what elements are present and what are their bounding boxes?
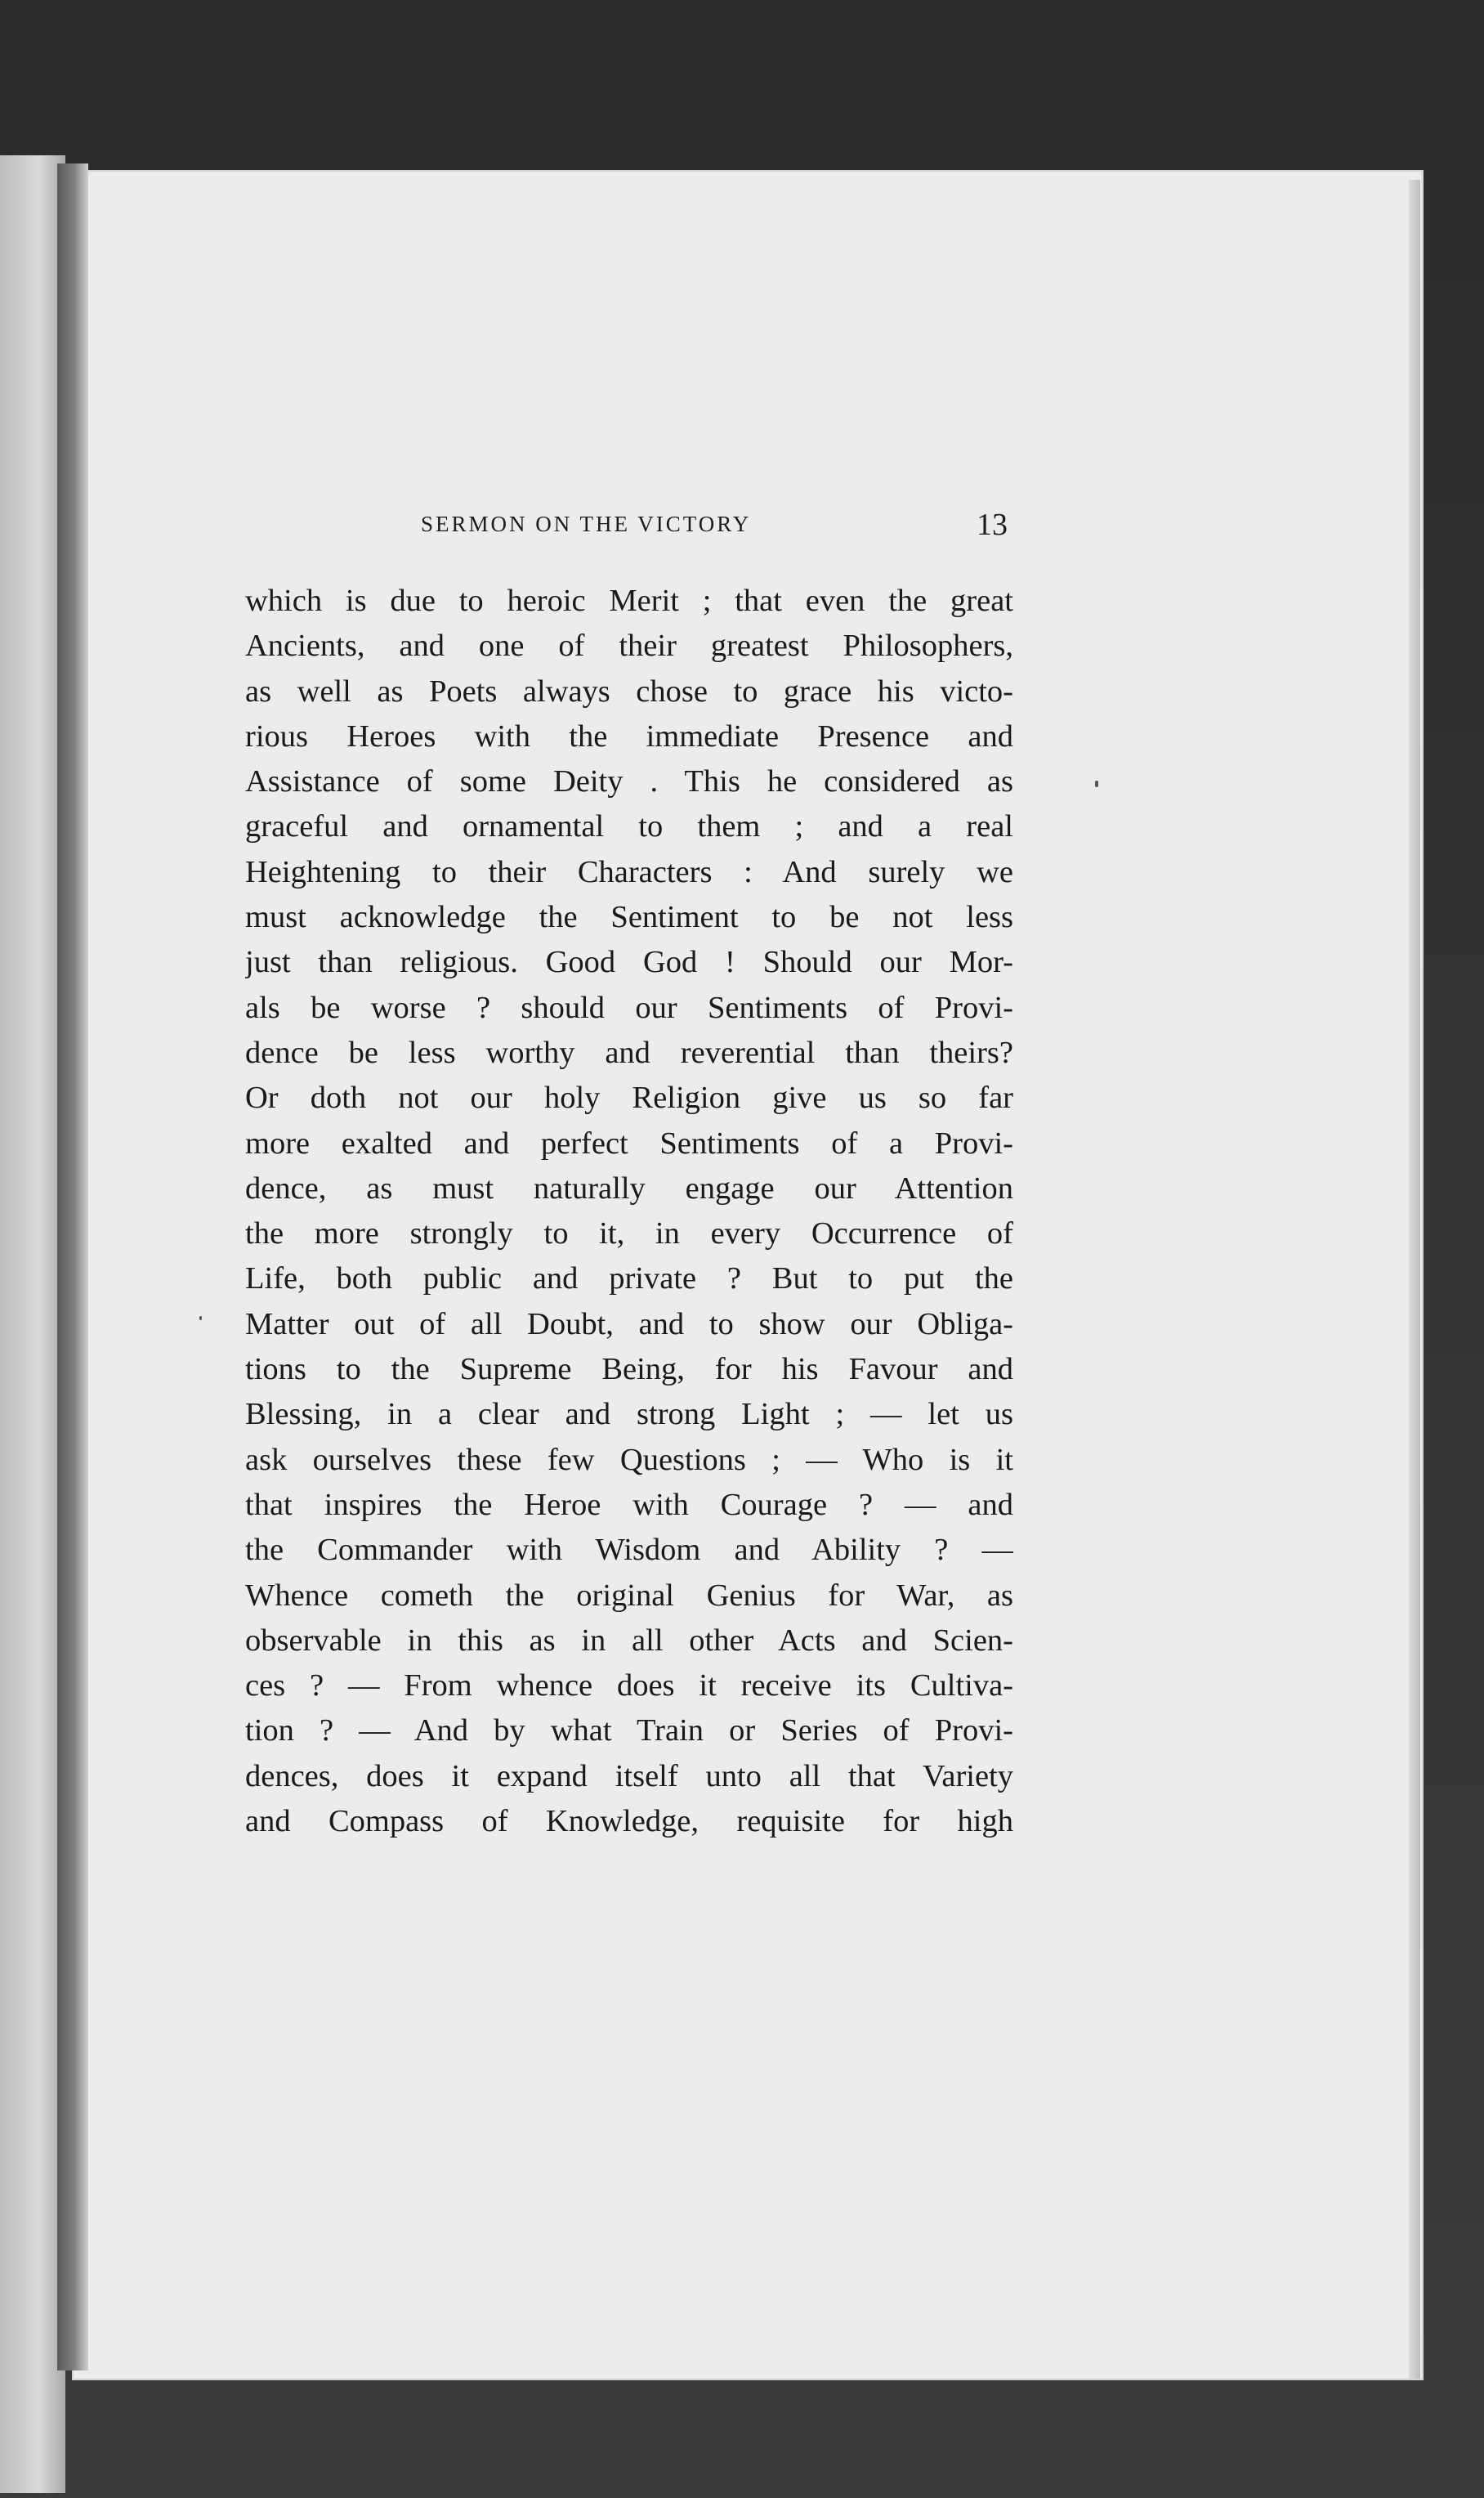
text-line: Or doth not our holy Religion give us so far (245, 1081, 1013, 1116)
text-line: Assistance of some Deity . This he considered as (245, 764, 1013, 799)
text-line: more exalted and perfect Sentiments of a Provi- (245, 1126, 1013, 1161)
text-line: just than religious. Good God ! Should our Mor- (245, 945, 1013, 980)
text-line: must acknowledge the Sentiment to be not less (245, 900, 1013, 935)
text-line: Life, both public and private ? But to put the (245, 1261, 1013, 1296)
text-line: ces ? — From whence does it receive its Cultiva- (245, 1668, 1013, 1703)
text-line: Matter out of all Doubt, and to show our Obliga- (245, 1306, 1013, 1341)
ink-speck (199, 1316, 202, 1320)
text-line: rious Heroes with the immediate Presence and (245, 719, 1013, 754)
text-line: dence be less worthy and reverential than theirs? (245, 1035, 1013, 1070)
text-line: the more strongly to it, in every Occurrence of (245, 1216, 1013, 1251)
text-line: dence, as must naturally engage our Attention (245, 1171, 1013, 1206)
facing-page-edge (0, 155, 65, 2493)
text-line: Whence cometh the original Genius for War, as (245, 1578, 1013, 1613)
page-number: 13 (977, 508, 1008, 542)
body-text (245, 579, 1013, 1844)
page-edge (1409, 180, 1420, 2379)
text-line: as well as Poets always chose to grace his victo- (245, 674, 1013, 709)
text-line: als be worse ? should our Sentiments of Provi- (245, 990, 1013, 1025)
text-line: tions to the Supreme Being, for his Favour and (245, 1352, 1013, 1387)
text-line: ask ourselves these few Questions ; — Who is it (245, 1442, 1013, 1477)
text-line: Heightening to their Characters : And surely we (245, 854, 1013, 889)
binding-gutter (57, 163, 88, 2370)
text-line: graceful and ornamental to them ; and a real (245, 809, 1013, 844)
text-line: that inspires the Heroe with Courage ? — and (245, 1487, 1013, 1522)
text-line: Blessing, in a clear and strong Light ; — let us (245, 1397, 1013, 1432)
text-line: the Commander with Wisdom and Ability ? — (245, 1533, 1013, 1568)
text-line: tion ? — And by what Train or Series of Provi- (245, 1713, 1013, 1748)
text-line: observable in this as in all other Acts and Scien- (245, 1623, 1013, 1658)
ink-speck (1095, 781, 1098, 787)
text-line: Ancients, and one of their greatest Philosophers, (245, 629, 1013, 664)
text-line: and Compass of Knowledge, requisite for high (245, 1804, 1013, 1839)
text-line: dences, does it expand itself unto all that Variety (245, 1758, 1013, 1793)
running-title: SERMON ON THE VICTORY (421, 512, 752, 536)
text-line: which is due to heroic Merit ; that even the great (245, 584, 1013, 618)
running-head (245, 507, 1013, 548)
